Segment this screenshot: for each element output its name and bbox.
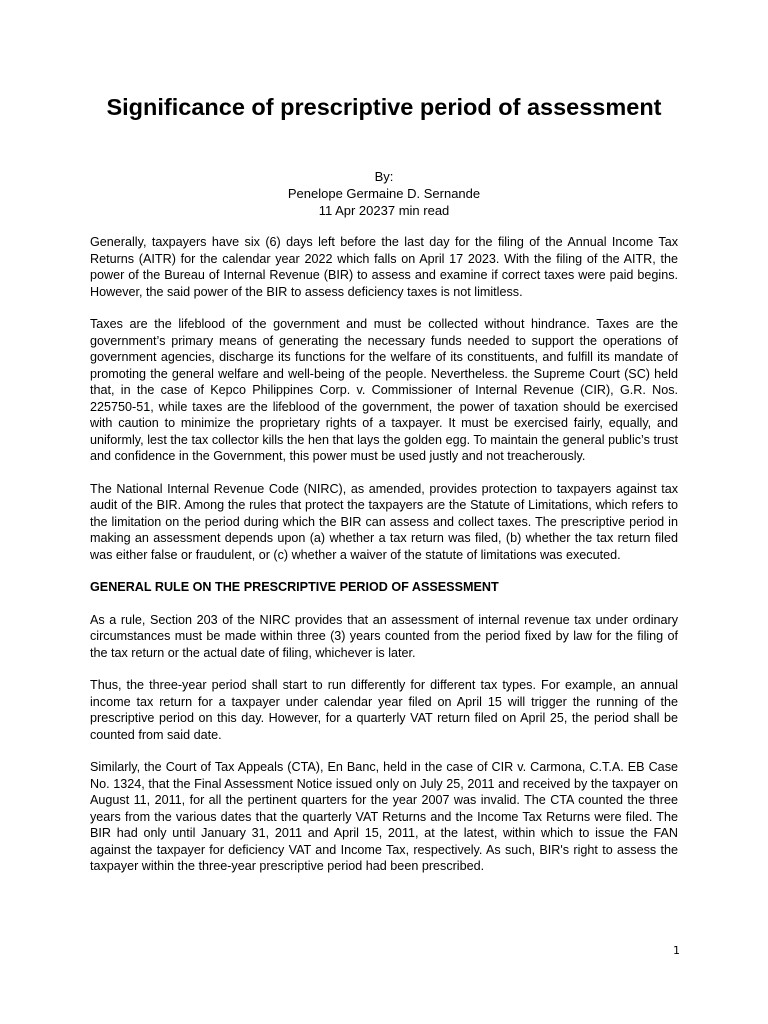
article-body <box>90 234 678 891</box>
paragraph-section-203: As a rule, Section 203 of the NIRC provides that an assessment of internal revenue tax under ordinary circumstances must be made within three (3) years counted from the period fixed by law for the filing of the tax return or the actual date of filing, whichever is later. <box>90 612 678 660</box>
paragraph-intro: Generally, taxpayers have six (6) days left before the last day for the filing of the Annual Income Tax Returns (AITR) for the calendar year 2022 which falls on April 17 2023. With the filing of the AITR, the power of the Bureau of Internal Revenue (BIR) to assess and examine if correct taxes were paid begins. However, the said power of the BIR to assess deficiency taxes is not limitless. <box>90 235 678 299</box>
by-label: By: <box>374 169 394 184</box>
page-number: 1 <box>673 944 680 957</box>
paragraph-three-year-period: Thus, the three-year period shall start to run differently for different tax types. For example, an annual income tax return for a taxpayer under calendar year filed on April 15 will trigger the running of the prescriptive period on this day. However, for a quarterly VAT return filed on April 25, the period shall be counted from said date. <box>90 678 678 742</box>
paragraph-lifeblood: Taxes are the lifeblood of the government and must be collected without hindrance. Taxes are the government’s primary means of generating the necessary funds needed to support the operations of government agencies, discharge its functions for the welfare of its constituents, and fulfill its mandate of promoting the general welfare and well-being of the people. Nevertheless. the Supreme Court (SC) held that, in the case of Kepco Philippines Corp. v. Commissioner of Internal Revenue (CIR), G.R. Nos. 225750-51, while taxes are the lifeblood of the government, the power of taxation should be exercised with caution to minimize the proprietary rights of a taxpayer. It must be exercised fairly, equally, and uniformly, lest the tax collector kills the hen that lays the golden egg. To maintain the general public’s trust and confidence in the Government, this power must be used justly and not treacherously. <box>90 317 678 463</box>
document-title: Significance of prescriptive period of assessment <box>106 94 662 120</box>
paragraph-nirc: The National Internal Revenue Code (NIRC), as amended, provides protection to taxpayers against tax audit of the BIR. Among the rules that protect the taxpayers are the Statute of Limitations, which refers to the limitation on the period during which the BIR can assess and collect taxes. The prescriptive period in making an assessment depends upon (a) whether a tax return was filed, (b) whether the tax return filed was either false or fraudulent, or (c) whether a waiver of the statute of limitations was executed. <box>90 481 678 562</box>
section-heading: GENERAL RULE ON THE PRESCRIPTIVE PERIOD OF ASSESSMENT <box>90 580 499 594</box>
paragraph-carmona-case: Similarly, the Court of Tax Appeals (CTA), En Banc, held in the case of CIR v. Carmona, C.T.A. EB Case No. 1324, that the Final Assessment Notice issued only on July 25, 2011 and received by the taxpayer on August 11, 2011, for all the pertinent quarters for the year 2007 was invalid. The CTA counted the three years from the various dates that the quarterly VAT Returns and the Income Tax Returns were filed. The BIR had only until January 31, 2011 and April 15, 2011, at the latest, within which to issue the FAN against the taxpayer for deficiency VAT and Income Tax, respectively. As such, BIR's right to assess the taxpayer within the three-year prescriptive period had been prescribed. <box>90 760 678 873</box>
author-name: Penelope Germaine D. Sernande <box>287 186 481 201</box>
publish-date-read-time: 11 Apr 20237 min read <box>318 203 450 218</box>
byline <box>90 168 678 219</box>
